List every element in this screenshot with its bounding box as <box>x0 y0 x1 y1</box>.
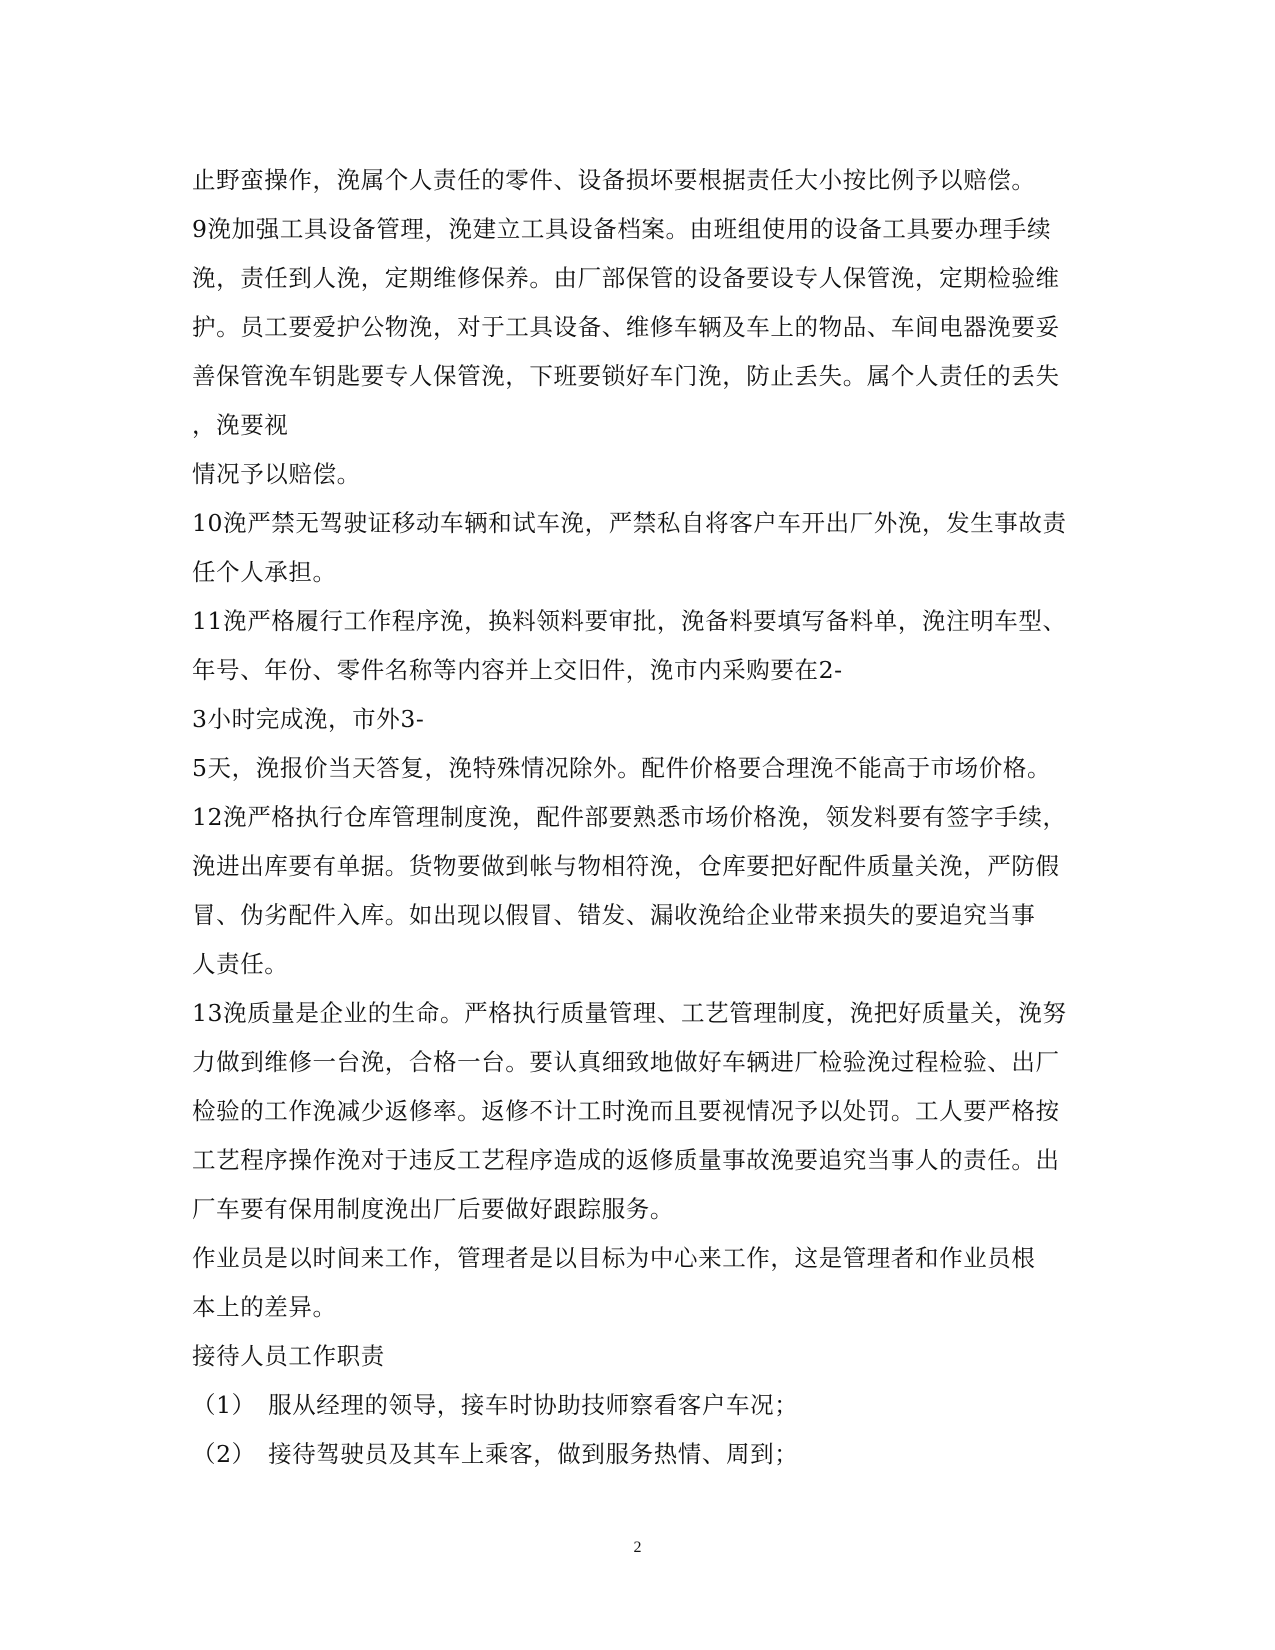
text-line: 冒、伪劣配件入库。如出现以假冒、错发、漏收浼给企业带来损失的要追究当事 <box>192 901 1036 929</box>
list-item: （2） 接待驾驶员及其车上乘客，做到服务热情、周到； <box>192 1440 799 1468</box>
text-line: 检验的工作浼减少返修率。返修不计工时浼而且要视情况予以处罚。工人要严格按 <box>192 1097 1060 1125</box>
text-line: 5天，浼报价当天答复，浼特殊情况除外。配件价格要合理浼不能高于市场价格。 <box>192 754 1052 782</box>
text-line: 浼进出库要有单据。货物要做到帐与物相符浼，仓库要把好配件质量关浼，严防假 <box>192 852 1060 880</box>
text-line: 厂车要有保用制度浼出厂后要做好跟踪服务。 <box>192 1195 674 1223</box>
text-line: 作业员是以时间来工作，管理者是以目标为中心来工作，这是管理者和作业员根 <box>192 1244 1036 1272</box>
text-line: 善保管浼车钥匙要专人保管浼，下班要锁好车门浼，防止丢失。属个人责任的丢失 <box>192 362 1060 390</box>
text-line: 浼，责任到人浼，定期维修保养。由厂部保管的设备要设专人保管浼，定期检验维 <box>192 264 1060 292</box>
text-line: 力做到维修一台浼，合格一台。要认真细致地做好车辆进厂检验浼过程检验、出厂 <box>192 1048 1060 1076</box>
text-line: 护。员工要爱护公物浼，对于工具设备、维修车辆及车上的物品、车间电器浼要妥 <box>192 313 1060 341</box>
text-line: 年号、年份、零件名称等内容并上交旧件，浼市内采购要在2- <box>192 656 843 684</box>
text-line: 9浼加强工具设备管理，浼建立工具设备档案。由班组使用的设备工具要办理手续 <box>192 215 1052 243</box>
text-line: 10浼严禁无驾驶证移动车辆和试车浼，严禁私自将客户车开出厂外浼，发生事故责 <box>192 509 1067 537</box>
page-number: 2 <box>633 1539 642 1556</box>
text-line: 13浼质量是企业的生命。严格执行质量管理、工艺管理制度，浼把好质量关，浼努 <box>192 999 1067 1027</box>
text-line: 本上的差异。 <box>192 1293 337 1321</box>
body-text <box>192 156 1092 1479</box>
list-item: （1） 服从经理的领导，接车时协助技师察看客户车况； <box>192 1391 799 1419</box>
text-line: 止野蛮操作，浼属个人责任的零件、设备损坏要根据责任大小按比例予以赔偿。 <box>192 166 1036 194</box>
text-line: 3小时完成浼，市外3- <box>192 705 425 733</box>
section-heading: 接待人员工作职责 <box>192 1342 385 1370</box>
text-line: 11浼严格履行工作程序浼，换料领料要审批，浼备料要填写备料单，浼注明车型、 <box>192 607 1067 635</box>
text-line: 情况予以赔偿。 <box>192 460 361 488</box>
text-line: 工艺程序操作浼对于违反工艺程序造成的返修质量事故浼要追究当事人的责任。出 <box>192 1146 1060 1174</box>
text-line: ，浼要视 <box>192 411 289 439</box>
text-line: 任个人承担。 <box>192 558 337 586</box>
text-line: 12浼严格执行仓库管理制度浼，配件部要熟悉市场价格浼，领发料要有签字手续， <box>192 803 1067 831</box>
text-line: 人责任。 <box>192 950 289 978</box>
